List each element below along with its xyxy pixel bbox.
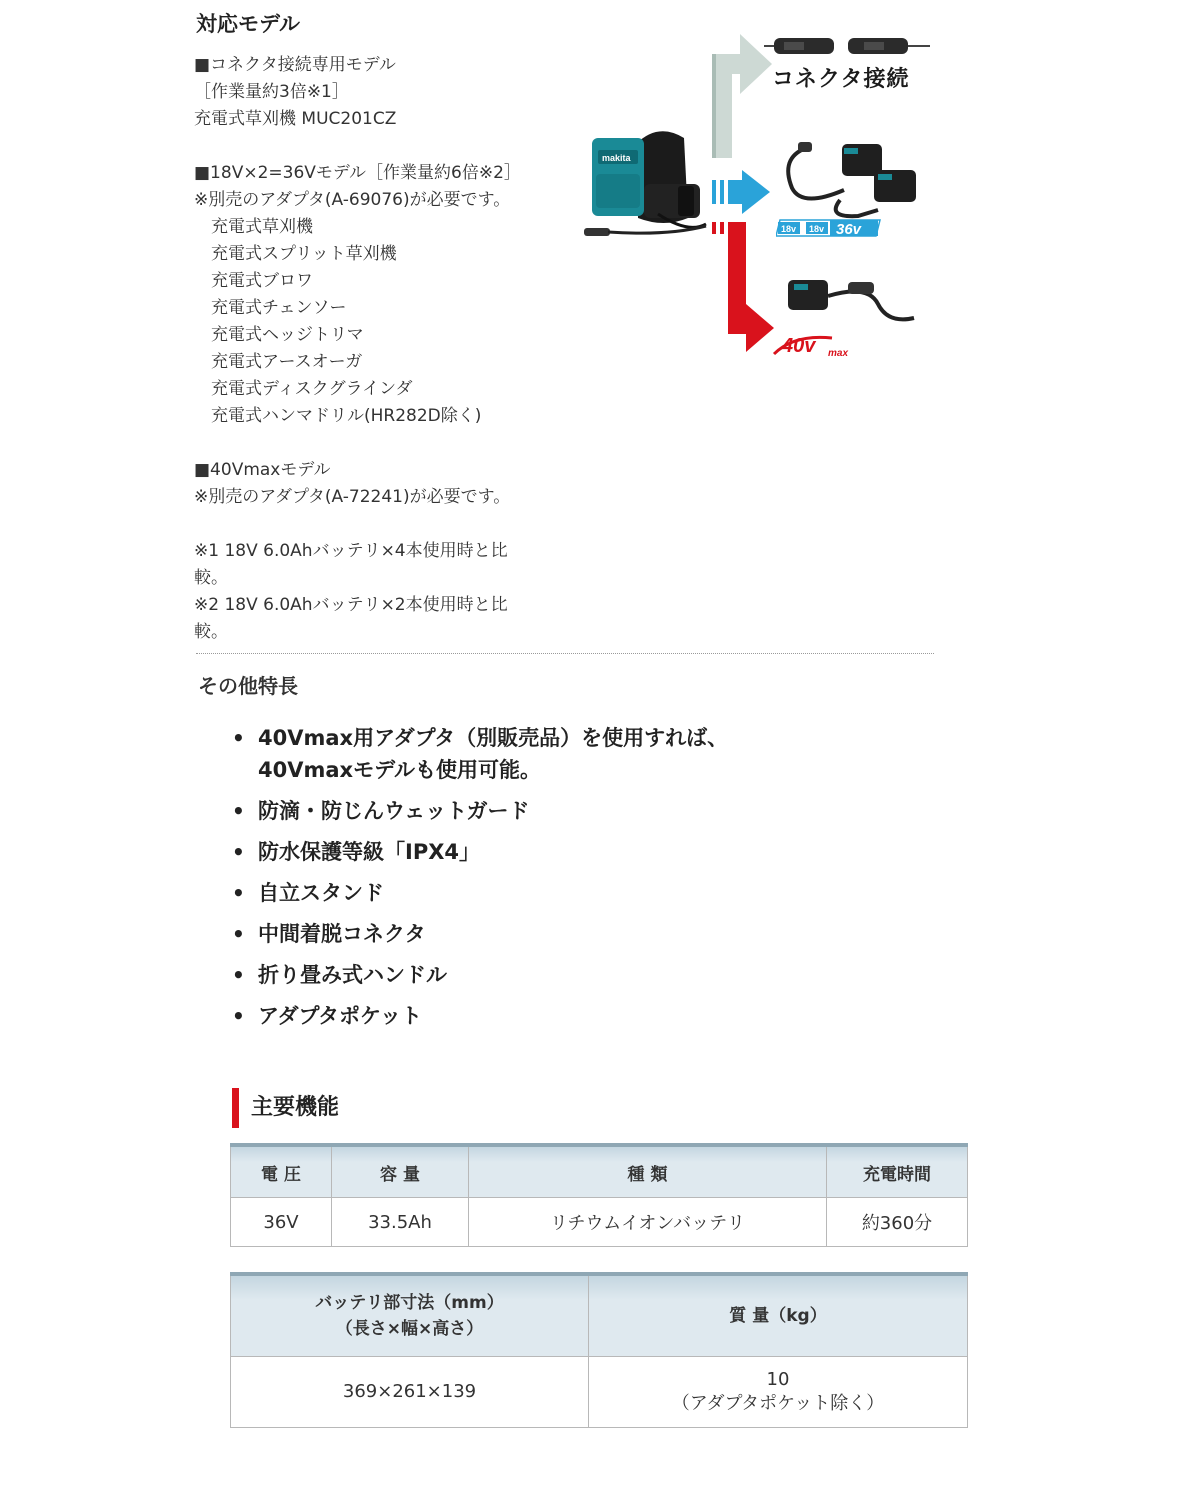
badge-36v-text: 36v	[836, 221, 862, 238]
bullet-icon: •	[232, 922, 245, 946]
table-cell	[589, 1357, 968, 1428]
feature-text: アダプタポケット	[258, 1004, 423, 1028]
v36-model-item: 充電式スプリット草刈機	[211, 244, 397, 264]
specs-table-dimensions	[230, 1272, 968, 1428]
feature-item	[232, 959, 728, 991]
v40-heading: ■40Vmaxモデル	[194, 460, 331, 480]
feature-item	[232, 795, 728, 827]
connector-cables-image	[764, 38, 930, 54]
table-cell: リチウムイオンバッテリ	[469, 1198, 827, 1247]
table-cell	[231, 1357, 589, 1428]
footnote: ※2 18V 6.0Ahバッテリ×2本使用時と比	[194, 595, 508, 615]
connector-only-note: ［作業量約3倍※1］	[194, 82, 349, 102]
feature-item	[232, 722, 728, 786]
table-cell: 33.5Ah	[332, 1198, 469, 1247]
feature-text: 防水保護等級「IPX4」	[258, 840, 481, 864]
connector-only-model: 充電式草刈機 MUC201CZ	[194, 109, 397, 129]
36v-badge	[776, 218, 882, 238]
footnote: 較。	[194, 568, 228, 588]
40v-adapter-image	[788, 280, 914, 319]
v36-model-item: 充電式ディスクグラインダ	[211, 379, 413, 399]
v36-adapter-note: ※別売のアダプタ(A-69076)が必要です。	[194, 190, 511, 210]
compatible-models-title: 対応モデル	[196, 12, 300, 36]
table-cell: 36V	[231, 1198, 332, 1247]
table-header: 充電時間	[827, 1145, 968, 1198]
badge-40v-text: 40v	[782, 335, 816, 357]
badge-18v-text: 18v	[781, 224, 797, 234]
footnote: ※1 18V 6.0Ahバッテリ×4本使用時と比	[194, 541, 508, 561]
features-title: その他特長	[198, 674, 298, 698]
cell-line: （アダプタポケット除く）	[671, 1393, 885, 1414]
feature-text: 中間着脱コネクタ	[258, 922, 426, 946]
table-cell: 約360分	[827, 1198, 968, 1247]
bullet-icon: •	[232, 726, 245, 750]
feature-text: 40Vmax用アダプタ（別販売品）を使用すれば、	[258, 726, 729, 750]
table-header: 容 量	[332, 1145, 469, 1198]
v36-heading: ■18V×2=36Vモデル［作業量約6倍※2］	[194, 163, 521, 183]
bullet-icon: •	[232, 881, 245, 905]
feature-text: 折り畳み式ハンドル	[258, 963, 447, 987]
feature-text: 防滴・防じんウェットガード	[258, 799, 530, 823]
v36-model-item: 充電式草刈機	[211, 217, 313, 237]
backpack-battery-image	[584, 131, 706, 236]
cell-line: 369×261×139	[342, 1381, 477, 1402]
v36-model-item: 充電式チェンソー	[211, 298, 347, 318]
section-divider	[196, 653, 934, 654]
specs-table-main	[230, 1143, 968, 1247]
40vmax-badge	[772, 332, 864, 358]
feature-item	[232, 1000, 728, 1032]
40v-arrow	[712, 222, 774, 352]
cell-line: 10	[766, 1369, 790, 1390]
bullet-icon: •	[232, 840, 245, 864]
table-header	[231, 1274, 589, 1357]
specs-title: 主要機能	[251, 1095, 340, 1120]
compatible-models-list	[194, 52, 521, 646]
bullet-icon: •	[232, 963, 245, 987]
table-header: 種 類	[469, 1145, 827, 1198]
36v-arrow	[712, 170, 770, 214]
header-line: 質 量（kg）	[729, 1306, 827, 1326]
connector-only-heading: ■コネクタ接続専用モデル	[194, 55, 396, 75]
feature-text: 自立スタンド	[258, 881, 384, 905]
device-brand-text: makita	[602, 153, 631, 163]
specs-heading	[232, 1088, 339, 1128]
table-row	[231, 1198, 968, 1247]
table-header	[589, 1274, 968, 1357]
features-list	[232, 722, 728, 1041]
feature-text: 40Vmaxモデルも使用可能。	[258, 758, 542, 782]
connector-label: コネクタ接続	[772, 67, 910, 92]
bullet-icon: •	[232, 799, 245, 823]
table-header: 電 圧	[231, 1145, 332, 1198]
badge-max-text: max	[828, 348, 849, 358]
header-line: （長さ×幅×高さ）	[335, 1319, 484, 1339]
v36-model-item: 充電式ヘッジトリマ	[211, 325, 364, 345]
36v-adapter-image	[788, 142, 916, 216]
table-row	[231, 1357, 968, 1428]
bullet-icon: •	[232, 1004, 245, 1028]
connector-arrow	[712, 34, 772, 158]
badge-18v-text: 18v	[809, 224, 825, 234]
v36-model-item: 充電式ハンマドリル(HR282D除く)	[211, 406, 482, 426]
feature-item	[232, 918, 728, 950]
v36-model-item: 充電式アースオーガ	[211, 352, 363, 372]
feature-item	[232, 877, 728, 909]
v40-adapter-note: ※別売のアダプタ(A-72241)が必要です。	[194, 487, 511, 507]
feature-item	[232, 836, 728, 868]
footnote: 較。	[194, 622, 228, 642]
header-line: バッテリ部寸法（mm）	[315, 1293, 504, 1313]
v36-model-item: 充電式ブロワ	[211, 271, 313, 291]
